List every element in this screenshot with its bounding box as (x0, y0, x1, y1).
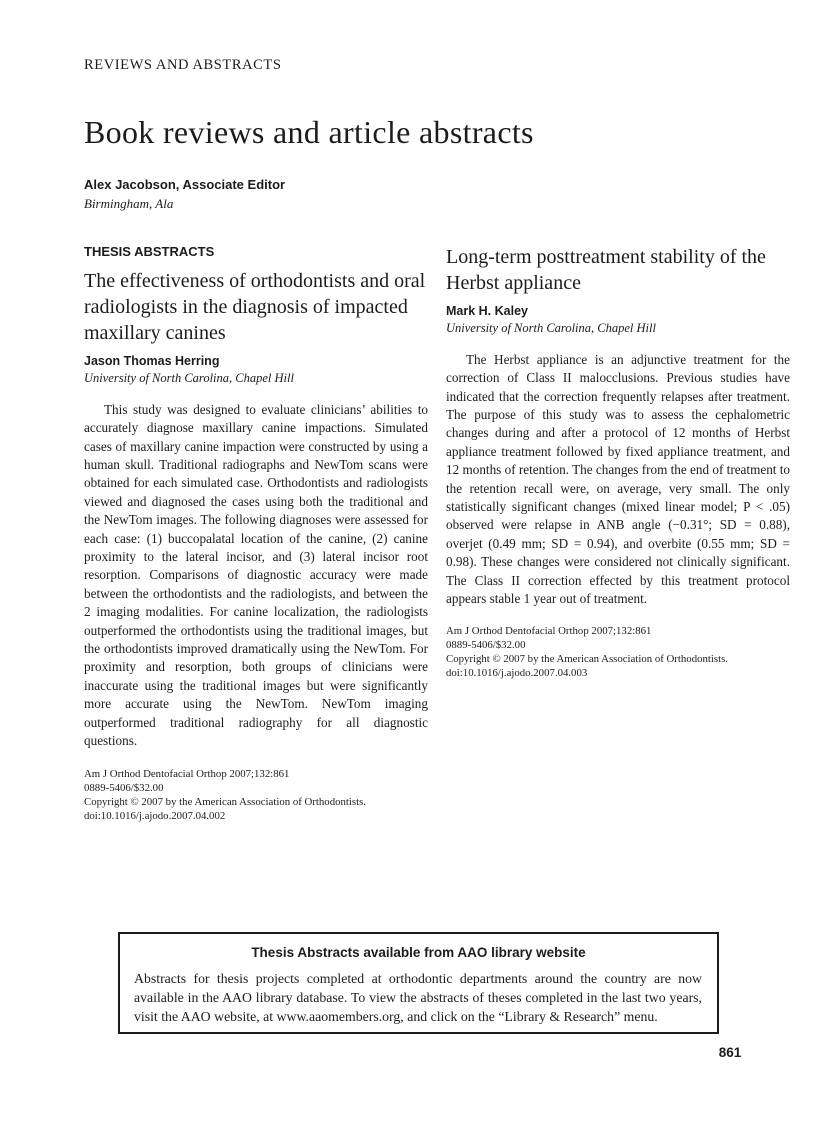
thesis-abstracts-heading: THESIS ABSTRACTS (84, 243, 215, 259)
notice-box-body: Abstracts for thesis projects completed at orthodontic departments around the country are now available in the AAO library database. To view the abstracts of theses completed in the last two years, visit the AAO website, at www.aaomembers.org, and click on the “Library & Research” menu. (134, 971, 702, 1024)
article-abstract: The Herbst appliance is an adjunctive treatment for the correction of Class II malocclusions. Previous studies have indicated that the correction frequently relapses after treatment. The purpose of this study was to assess the cephalometric changes during and after a protocol of 12 months of Herbst appliance treatment followed by fixed appliance treatment, and 12 months of retention. The changes from the end of treatment to the retention recall were, on average, very small. The only statistically significant changes (mixed linear model; P < .05) observed were relapse in ANB angle (−0.31°; SD = 0.88), overjet (0.49 mm; SD = 0.94), and overbite (0.55 mm; SD = 0.98). These changes were considered not clinically significant. The Class II correction effected by this treatment protocol appears stable 1 year out of treatment. (446, 351, 791, 607)
two-column-layout (84, 244, 790, 823)
citation-line: 0889-5406/$32.00 (84, 781, 164, 794)
page-number: 861 (718, 1045, 742, 1060)
section-kicker: REVIEWS AND ABSTRACTS (84, 57, 282, 73)
page-content (84, 0, 790, 823)
left-column (84, 244, 428, 823)
article-citation (84, 767, 428, 823)
article-abstract: This study was designed to evaluate clinicians’ abilities to accurately diagnose maxillary canine impactions. Simulated cases of maxillary canine impaction were constructed by using a human skull. Traditional radiographs and NewTom scans were obtained for each simulated case. Orthodontists and radiologists viewed and diagnosed the cases using both the traditional and the NewTom images. The following diagnoses were assessed for each case: (1) buccopalatal location of the canine, (2) canine proximity to the lateral incisor, and (3) lateral incisor root resorption. Comparisons of diagnostic accuracy were made between the orthodontists and the radiologists, and between the 2 imaging modalities. For canine localization, the radiologists outperformed the orthodontists using the traditional images, but the orthodontists improved dramatically using the NewTom. For proximity and resorption, both groups of clinicians were inaccurate using the traditional images but were significantly more accurate using the NewTom. NewTom imaging outperformed traditional radiography for all diagnostic questions. (84, 401, 428, 749)
notice-box-title: Thesis Abstracts available from AAO library website (251, 945, 586, 960)
citation-line: Copyright © 2007 by the American Association of Orthodontists. (446, 653, 728, 666)
citation-line: Am J Orthod Dentofacial Orthop 2007;132:861 (446, 625, 652, 638)
notice-box (118, 932, 719, 1034)
page-title: Book reviews and article abstracts (84, 114, 534, 150)
article-author: Jason Thomas Herring (84, 353, 220, 368)
article-affiliation: University of North Carolina, Chapel Hill (84, 370, 294, 385)
citation-line: doi:10.1016/j.ajodo.2007.04.003 (446, 667, 588, 680)
citation-line: Am J Orthod Dentofacial Orthop 2007;132:861 (84, 767, 290, 780)
article-author: Mark H. Kaley (446, 303, 528, 318)
article-title-canines: The effectiveness of orthodontists and oral radiologists in the diagnosis of impacted maxillary canines (84, 269, 426, 344)
citation-line: 0889-5406/$32.00 (446, 639, 526, 652)
citation-line: Copyright © 2007 by the American Association of Orthodontists. (84, 795, 366, 808)
editor-name: Alex Jacobson, Associate Editor (84, 176, 286, 192)
article-title-herbst: Long-term posttreatment stability of the Herbst appliance (446, 245, 766, 294)
article-affiliation: University of North Carolina, Chapel Hill (446, 320, 656, 335)
editor-location: Birmingham, Ala (84, 195, 174, 211)
right-column (446, 244, 790, 823)
citation-line: doi:10.1016/j.ajodo.2007.04.002 (84, 809, 226, 822)
article-citation (446, 624, 790, 680)
